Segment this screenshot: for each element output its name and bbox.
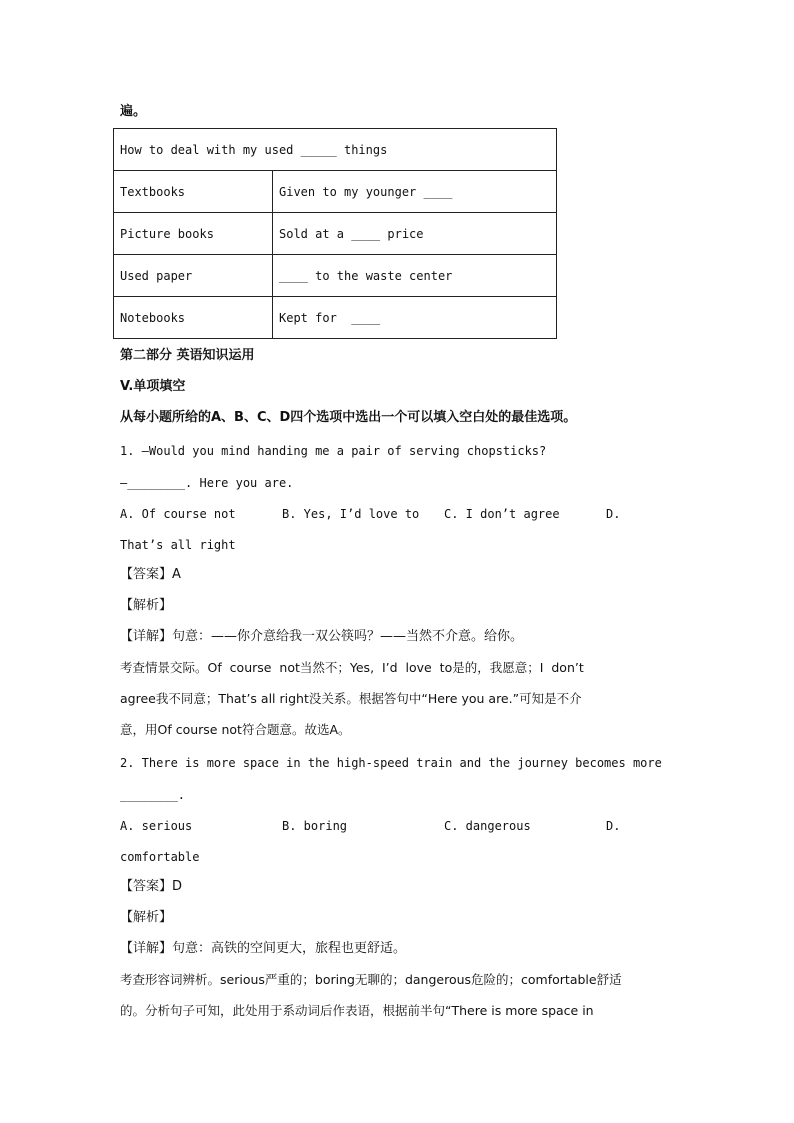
q2-explanation-line2: 的。分析句子可知，此处用于系动词后作表语，根据前半句“There is more space in xyxy=(120,1003,594,1018)
q1-stem-line1: 1. —Would you mind handing me a pair of serving chopsticks? xyxy=(120,444,547,458)
q1-stem-line2: —________. Here you are. xyxy=(120,476,294,490)
instruction-text: 从每小题所给的A、B、C、D四个选项中选出一个可以填入空白处的最佳选项。 xyxy=(120,410,577,425)
q2-stem-line1: 2. There is more space in the high-speed train and the journey becomes more xyxy=(120,756,662,770)
q2-analysis-label: 【解析】 xyxy=(120,910,173,925)
table-cell-action: Kept for ____ xyxy=(273,297,557,339)
used-things-table xyxy=(113,128,557,339)
q1-explanation-line1: 考查情景交际。Of course not当然不；Yes, I’d love to是的，我愿意；I don’t xyxy=(120,660,584,675)
q2-stem-line2: ________. xyxy=(120,788,186,802)
q1-analysis-label: 【解析】 xyxy=(120,598,173,613)
q2-detail: 【详解】句意：高铁的空间更大，旅程也更舒适。 xyxy=(120,941,407,956)
table-cell-action: Given to my younger ____ xyxy=(273,171,557,213)
q1-option-c: C. I don’t agree xyxy=(444,507,560,521)
q2-explanation-line1: 考查形容词辨析。serious严重的；boring无聊的；dangerous危险的；comfortable舒适 xyxy=(120,972,622,987)
intro-tail-text: 遍。 xyxy=(120,104,147,119)
q2-option-c: C. dangerous xyxy=(444,819,531,833)
table-header-cell: How to deal with my used _____ things xyxy=(114,129,557,171)
table-cell-item: Textbooks xyxy=(114,171,273,213)
table-cell-action: Sold at a ____ price xyxy=(273,213,557,255)
table-cell-action: ____ to the waste center xyxy=(273,255,557,297)
q1-answer: 【答案】A xyxy=(120,567,181,582)
q2-answer: 【答案】D xyxy=(120,879,183,894)
table-row xyxy=(114,171,557,213)
table-cell-item: Notebooks xyxy=(114,297,273,339)
table-row xyxy=(114,297,557,339)
q2-option-b: B. boring xyxy=(282,819,348,833)
section5-title: V.单项填空 xyxy=(120,379,186,394)
q1-option-d: D. xyxy=(606,507,621,521)
part2-title: 第二部分 英语知识运用 xyxy=(120,348,255,363)
table-row xyxy=(114,255,557,297)
q1-explanation-line3: 意，用Of course not符合题意。故选A。 xyxy=(120,722,351,737)
table-cell-item: Used paper xyxy=(114,255,273,297)
q2-option-d: D. xyxy=(606,819,621,833)
q1-option-b: B. Yes, I’d love to xyxy=(282,507,420,521)
table-cell-item: Picture books xyxy=(114,213,273,255)
q2-option-a: A. serious xyxy=(120,819,193,833)
q1-option-d-text: That’s all right xyxy=(120,538,236,552)
table-row xyxy=(114,213,557,255)
q1-explanation-line2: agree我不同意；That’s all right没关系。根据答句中“Here you are.”可知是不介 xyxy=(120,691,582,706)
table-header-row xyxy=(114,129,557,171)
q1-detail: 【详解】句意：——你介意给我一双公筷吗？——当然不介意。给你。 xyxy=(120,629,524,644)
q1-option-a: A. Of course not xyxy=(120,507,236,521)
q2-option-d-text: comfortable xyxy=(120,850,200,864)
